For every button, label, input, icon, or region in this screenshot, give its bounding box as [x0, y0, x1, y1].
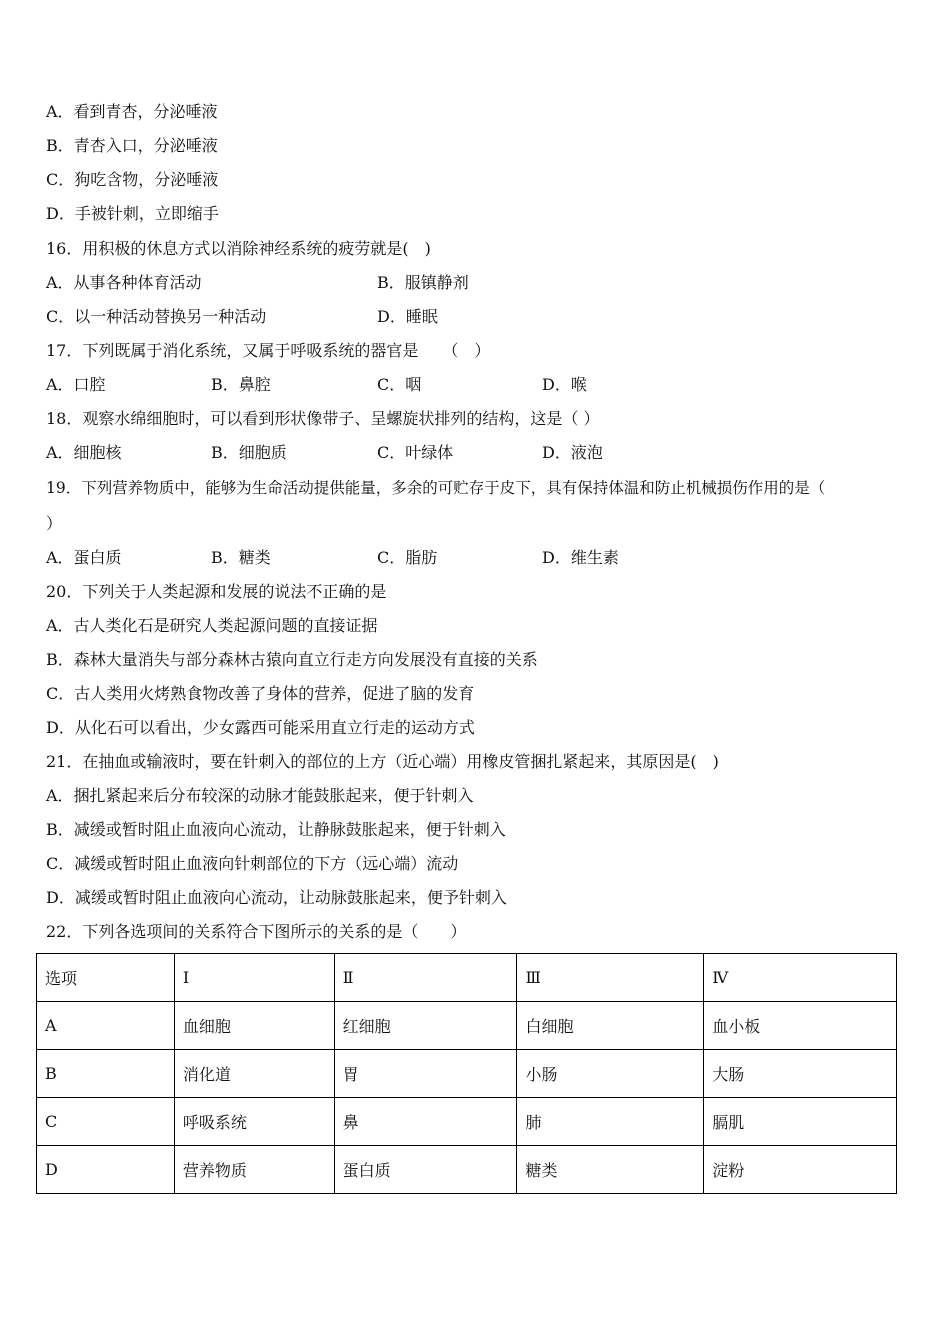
table-cell: A [37, 1002, 175, 1050]
table-cell: 红细胞 [334, 1002, 517, 1050]
table-cell: 血细胞 [174, 1002, 334, 1050]
table-header-cell: Ⅱ [334, 954, 517, 1002]
table-cell: 膈肌 [704, 1098, 897, 1146]
q21-stem: 21．在抽血或输液时，要在针刺入的部位的上方（近心端）用橡皮管捆扎紧起来，其原因是( ) [46, 752, 719, 771]
q15-option-b: B．青杏入口，分泌唾液 [46, 136, 218, 155]
q21-option-a: A．捆扎紧起来后分布较深的动脉才能鼓胀起来，便于针刺入 [46, 786, 474, 805]
q20-option-a: A．古人类化石是研究人类起源问题的直接证据 [46, 616, 378, 635]
q15-option-c: C．狗吃含物，分泌唾液 [46, 170, 219, 189]
q16-option-a: A．从事各种体育活动 [46, 273, 202, 292]
table-cell: 淀粉 [704, 1146, 897, 1194]
q17-option-b: B．鼻腔 [211, 375, 271, 394]
q16-option-b: B．服镇静剂 [377, 273, 469, 292]
table-cell: D [37, 1146, 175, 1194]
table-cell: 肺 [517, 1098, 704, 1146]
q16-option-d: D．睡眠 [377, 307, 438, 326]
q20-option-c: C．古人类用火烤熟食物改善了身体的营养，促进了脑的发育 [46, 684, 475, 703]
table-cell: 白细胞 [517, 1002, 704, 1050]
q20-option-b: B．森林大量消失与部分森林古猿向直立行走方向发展没有直接的关系 [46, 650, 538, 669]
q20-option-d: D．从化石可以看出，少女露西可能采用直立行走的运动方式 [46, 718, 475, 737]
q18-option-a: A．细胞核 [46, 443, 122, 462]
q19-option-c: C．脂肪 [377, 548, 438, 567]
table-header-cell: 选项 [37, 954, 175, 1002]
table-row [37, 1002, 897, 1050]
table-cell: 蛋白质 [334, 1146, 517, 1194]
q21-option-d: D．减缓或暂时阻止血液向心流动，让动脉鼓胀起来，便予针刺入 [46, 888, 507, 907]
q19-stem: 19．下列营养物质中，能够为生命活动提供能量，多余的可贮存于皮下，具有保持体温和防止机械损伤作用的是（ [46, 479, 826, 497]
table-header-row [37, 954, 897, 1002]
q19-option-b: B．糖类 [211, 548, 271, 567]
table-cell: C [37, 1098, 175, 1146]
table-header-cell: Ⅰ [174, 954, 334, 1002]
table-cell: 消化道 [174, 1050, 334, 1098]
q19-option-a: A．蛋白质 [46, 548, 122, 567]
table-cell: 糖类 [517, 1146, 704, 1194]
table-cell: 营养物质 [174, 1146, 334, 1194]
table-row [37, 1050, 897, 1098]
q22-stem: 22．下列各选项间的关系符合下图所示的关系的是（ ） [46, 922, 467, 941]
q15-option-a: A．看到青杏，分泌唾液 [46, 102, 218, 121]
q21-option-b: B．减缓或暂时阻止血液向心流动，让静脉鼓胀起来，便于针刺入 [46, 820, 506, 839]
q20-stem: 20．下列关于人类起源和发展的说法不正确的是 [46, 582, 387, 601]
q17-stem: 17．下列既属于消化系统，又属于呼吸系统的器官是 （ ） [46, 341, 491, 360]
q18-stem: 18．观察水绵细胞时，可以看到形状像带子、呈螺旋状排列的结构，这是（ ） [46, 409, 600, 428]
table-cell: 大肠 [704, 1050, 897, 1098]
q18-option-d: D．液泡 [542, 443, 603, 462]
q18-option-b: B．细胞质 [211, 443, 287, 462]
table-cell: 血小板 [704, 1002, 897, 1050]
q21-option-c: C．减缓或暂时阻止血液向针刺部位的下方（远心端）流动 [46, 854, 459, 873]
table-cell: 小肠 [517, 1050, 704, 1098]
q16-stem: 16．用积极的休息方式以消除神经系统的疲劳就是( ) [46, 239, 431, 258]
q15-option-d: D．手被针刺，立即缩手 [46, 204, 219, 223]
q19-stem-cont: ） [46, 514, 63, 533]
table-row [37, 1146, 897, 1194]
q17-option-d: D．喉 [542, 375, 587, 394]
table-cell: 胃 [334, 1050, 517, 1098]
table-row [37, 1098, 897, 1146]
table-header-cell: Ⅲ [517, 954, 704, 1002]
q19-option-d: D．维生素 [542, 548, 619, 567]
table-cell: B [37, 1050, 175, 1098]
table-cell: 呼吸系统 [174, 1098, 334, 1146]
q18-option-c: C．叶绿体 [377, 443, 454, 462]
q22-table [36, 953, 897, 1194]
q17-option-c: C．咽 [377, 375, 422, 394]
table-cell: 鼻 [334, 1098, 517, 1146]
q17-option-a: A．口腔 [46, 375, 106, 394]
q16-option-c: C．以一种活动替换另一种活动 [46, 307, 267, 326]
table-header-cell: Ⅳ [704, 954, 897, 1002]
